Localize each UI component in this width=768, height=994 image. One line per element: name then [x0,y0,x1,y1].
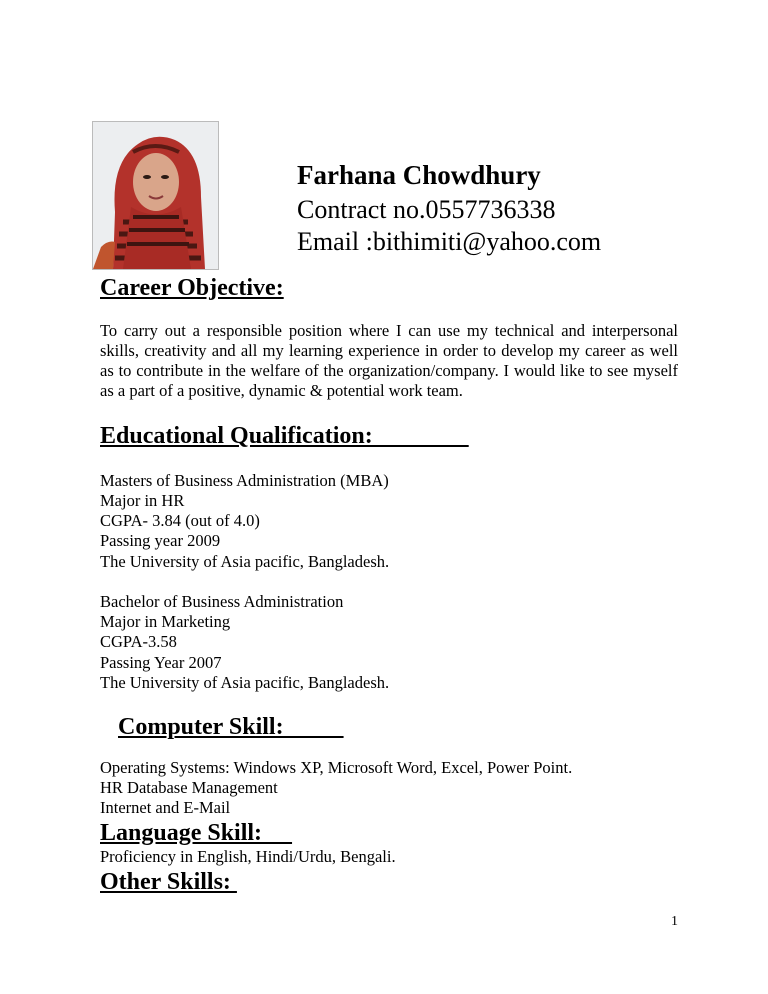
email-address: Email :bithimiti@yahoo.com [297,227,602,256]
bba-major: Major in Marketing [100,612,231,631]
bba-degree: Bachelor of Business Administration [100,592,344,611]
computer-skill-item: Operating Systems: Windows XP, Microsoft Word, Excel, Power Point. [100,758,573,777]
mba-degree: Masters of Business Administration (MBA) [100,471,389,490]
computer-skill-item: HR Database Management [100,778,278,797]
mba-university: The University of Asia pacific, Bangladesh. [100,552,390,571]
candidate-name: Farhana Chowdhury [297,160,541,190]
language-skill-text: Proficiency in English, Hindi/Urdu, Bengali. [100,847,396,866]
profile-photo [92,121,219,270]
career-objective-heading: Career Objective: [100,275,284,301]
computer-skill-item: Internet and E-Mail [100,798,231,817]
career-objective-text: To carry out a responsible position where I can use my technical and interpersonal skills, creativity and all my learning experience in order to develop my career as well as to contribute in the welfare of the organization/company. I would like to see myself as a part of a positive, dynamic & potential work team. [100,321,678,400]
computer-skill-heading: Computer Skill: [118,714,344,740]
mba-major: Major in HR [100,491,185,510]
education-heading: Educational Qualification: [100,423,469,449]
other-skills-heading: Other Skills: [100,869,237,895]
mba-cgpa: CGPA- 3.84 (out of 4.0) [100,511,260,530]
page-number: 1 [671,914,678,929]
mba-year: Passing year 2009 [100,531,221,550]
language-skill-heading: Language Skill: [100,820,293,846]
contact-number: Contract no.0557736338 [297,195,556,224]
bba-university: The University of Asia pacific, Bangladesh. [100,673,390,692]
bba-year: Passing Year 2007 [100,653,222,672]
bba-cgpa: CGPA-3.58 [100,632,177,651]
portrait-image [93,122,218,269]
